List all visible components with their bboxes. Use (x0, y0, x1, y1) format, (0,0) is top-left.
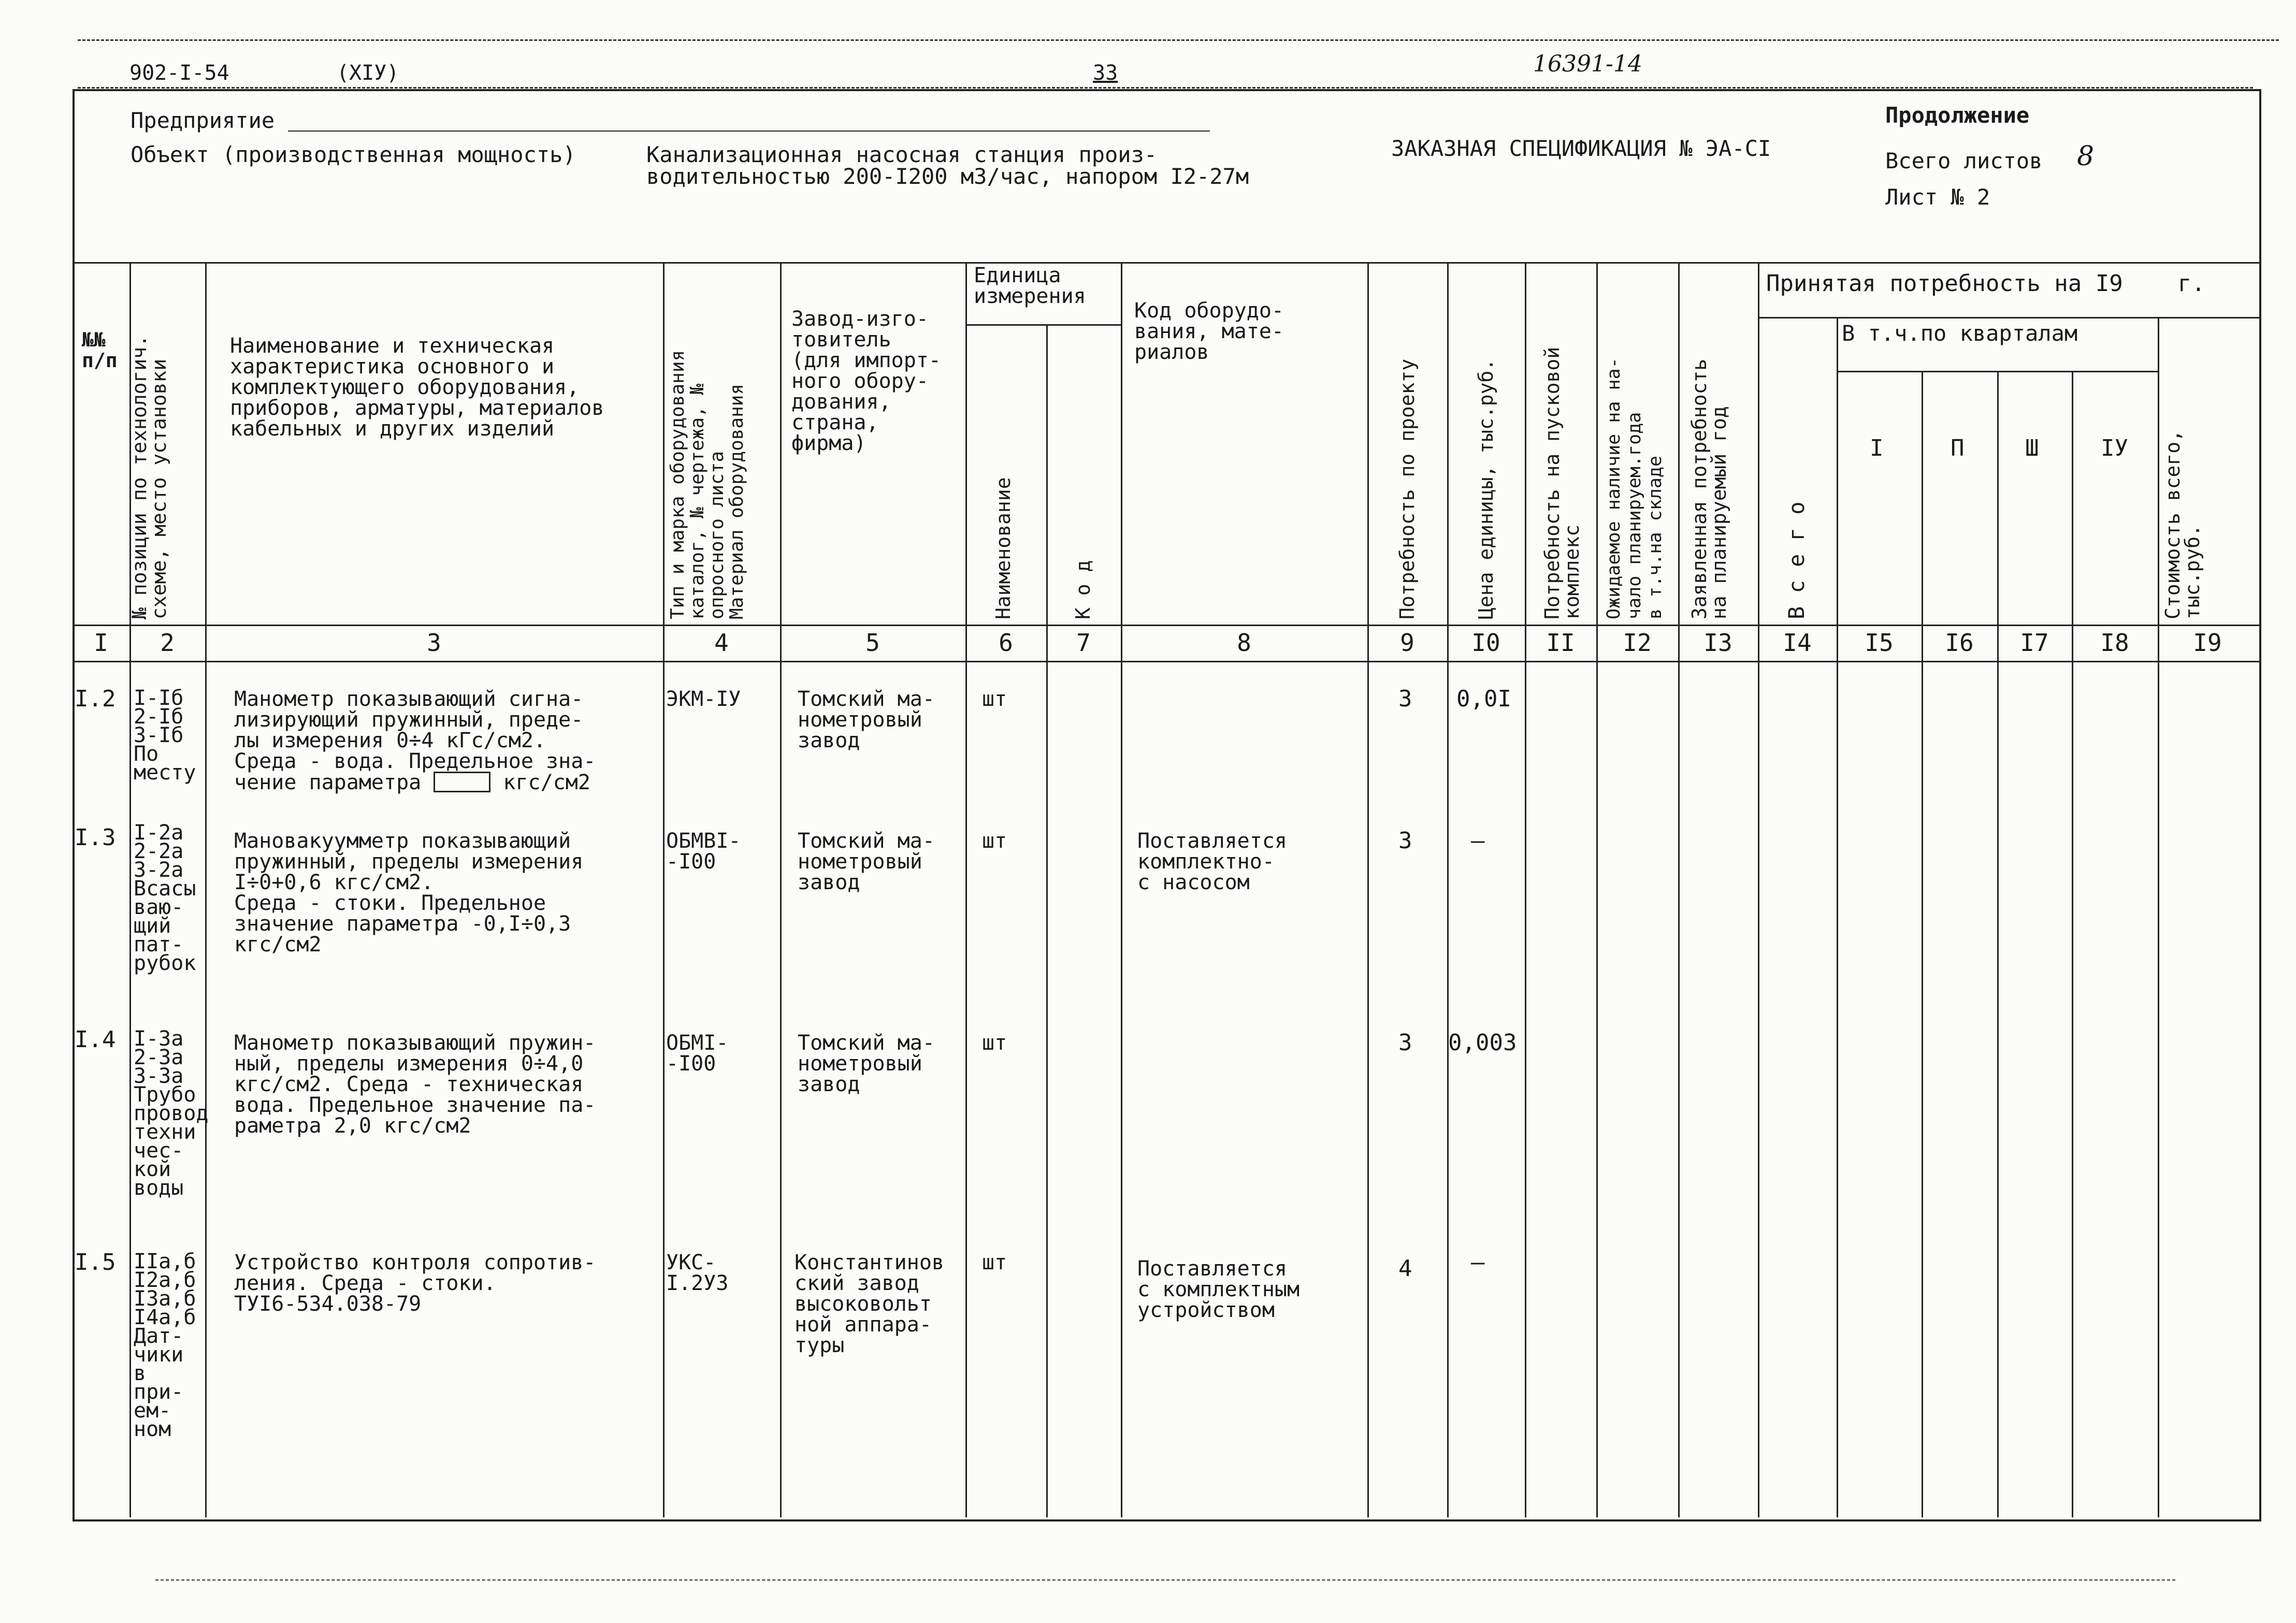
col11-header: Потребность на пусковой комплекс (1541, 346, 1583, 619)
col-number: I5 (1865, 629, 1894, 657)
row-number: I.3 (75, 824, 116, 851)
col-number: 8 (1237, 629, 1251, 657)
object-label: Объект (производственная мощность) (131, 142, 576, 167)
row-number: I.5 (75, 1249, 116, 1276)
unit-cell: шт (982, 1251, 1007, 1274)
col-divider (1121, 262, 1122, 1517)
top-underline (78, 87, 2253, 89)
unit-group-header: Единица измерения (974, 264, 1086, 308)
col19-header: Стоимость всего, тыс.руб. (2161, 429, 2204, 619)
scan-artifact-line (155, 1579, 2175, 1581)
unit-cell: шт (982, 829, 1007, 853)
col-number: 5 (865, 629, 880, 657)
col-number: I2 (1623, 629, 1652, 657)
qty-cell: 3 (1398, 686, 1412, 712)
col8-header: Код оборудо- вания, мате- риалов (1134, 299, 1284, 364)
page-number: 33 (1093, 61, 1118, 85)
col-divider (2072, 371, 2073, 1517)
code-cell: Поставляется комплектно- с насосом (1137, 829, 1287, 894)
col-number: 4 (714, 629, 729, 657)
col13-header: Заявленная потребность на планируемый год (1688, 358, 1730, 619)
col-number: 6 (999, 629, 1013, 657)
row-number: I.2 (75, 686, 116, 712)
maker-cell: Томский ма- нометровый завод (798, 829, 935, 894)
col-divider (1367, 262, 1369, 1517)
col-divider (1046, 324, 1048, 1517)
col-number: I3 (1703, 629, 1732, 657)
col12-header: Ожидаемое наличие на на- чало планируем.года в т.ч.на складе (1604, 357, 1666, 619)
unit-cell: шт (982, 687, 1007, 711)
col-divider (1758, 262, 1759, 1517)
col10-header: Цена единицы, тыс.руб. (1475, 358, 1497, 619)
accepted-group-header: Принятая потребность на I9 г. (1766, 270, 2205, 297)
quarter-4-header: IУ (2101, 435, 2128, 461)
quarters-group-header: В т.ч.по кварталам (1842, 321, 2078, 346)
col-divider (1596, 262, 1598, 1517)
accepted-group-divider (1758, 317, 2259, 318)
quarter-2-header: П (1951, 435, 1965, 461)
col-divider (2158, 317, 2159, 1517)
row-number: I.4 (75, 1026, 116, 1053)
maker-cell: Томский ма- нометровый завод (798, 687, 935, 752)
name-cell: Манометр показывающий пружин- ный, пределы измерения 0÷4,0 кгс/см2. Среда - техническая вода. Предельное значение па- раметра 2,0 кгс/см2 (234, 1031, 596, 1138)
unit-group-divider (965, 324, 1121, 326)
parameter-blank-box (434, 772, 490, 792)
spec-title: ЗАКАЗНАЯ СПЕЦИФИКАЦИЯ № ЭА-СI (1391, 136, 1771, 161)
price-cell: 0,0I (1456, 686, 1511, 712)
col2-header: № позиции по технологич. схеме, место установки (128, 335, 170, 619)
col-divider (965, 262, 967, 1517)
qty-cell: 4 (1398, 1255, 1412, 1282)
enterprise-label: Предприятие (131, 108, 275, 133)
position-cell: IIа,б I2а,б I3а,б I4а,б Дат- чики в при- ем- ном (134, 1250, 196, 1441)
album-number: (XIУ) (337, 61, 399, 85)
name-main-text: Манометр показывающий сигна- лизирующий пружинный, преде- лы измерения 0÷4 кГс/см2. Среда - вода. Предельное зна- чение параметра (234, 687, 596, 794)
sheet-number-label: Лист № 2 (1885, 184, 1990, 210)
col-divider (1525, 262, 1526, 1517)
enterprise-underline (288, 131, 1210, 132)
continuation-label: Продолжение (1885, 103, 2030, 128)
document-code: 902-I-54 (129, 61, 229, 85)
col-number: I7 (2020, 629, 2049, 657)
col7-header: К о д (1072, 560, 1094, 619)
col-number: I4 (1783, 629, 1812, 657)
object-value-line2: водительностью 200-I200 м3/час, напором I2-27м (646, 164, 1249, 189)
quarter-1-header: I (1870, 435, 1884, 461)
qty-cell: 3 (1398, 828, 1412, 854)
name-tail-text: кгс/см2 (490, 771, 590, 794)
col-number: I (94, 629, 108, 657)
type-cell: ОБМВI- -I00 (666, 829, 741, 874)
col-number: I6 (1945, 629, 1974, 657)
sheets-total-value: 8 (2077, 141, 2095, 172)
price-cell: — (1471, 1249, 1485, 1276)
col-number: I9 (2193, 629, 2222, 657)
price-cell: 0,003 (1448, 1030, 1517, 1056)
object-value-line1: Канализационная насосная станция произ- (646, 142, 1158, 167)
col5-header: Завод-изго- товитель (для импорт- ного обору- дования, страна, фирма) (791, 307, 941, 455)
price-cell: — (1471, 828, 1485, 854)
col-divider (1678, 262, 1680, 1517)
col-divider (663, 262, 665, 1517)
col-number: 7 (1076, 629, 1091, 657)
col-number: I8 (2100, 629, 2129, 657)
qty-cell: 3 (1398, 1030, 1412, 1056)
quarter-3-header: Ш (2025, 435, 2039, 461)
col-divider (205, 262, 207, 1517)
name-cell: Мановакуумметр показывающий пружинный, пределы измерения I÷0+0,6 кгс/см2. Среда - стоки. Предельное значение параметра -0,I÷0,3 кгс/см2 (234, 829, 584, 957)
top-dashed-line (78, 39, 2279, 41)
col9-header: Потребность по проекту (1396, 358, 1419, 619)
type-cell: ЭКМ-IУ (666, 687, 741, 711)
sheets-total-label: Всего листов (1885, 148, 2043, 173)
col14-header: В с е г о (1784, 501, 1809, 619)
name-cell: Устройство контроля сопротив- ления. Среда - стоки. ТУI6-534.038-79 (234, 1251, 596, 1316)
position-cell: I-2а 2-2а 3-2а Всасы ваю- щий пат- рубок (134, 821, 196, 975)
col-number: 9 (1400, 629, 1414, 657)
table-top-border (73, 262, 2259, 264)
col-number: 2 (160, 629, 175, 657)
position-cell: I-3а 2-3а 3-3а Трубо провод техни чес- кой воды (134, 1027, 209, 1200)
col3-header: Наименование и техническая характеристика основного и комплектующего оборудования, приборов, арматуры, материалов кабельных и других изделий (230, 334, 604, 441)
col-number: II (1546, 629, 1575, 657)
col-divider (1447, 262, 1449, 1517)
name-cell (234, 689, 596, 793)
col-divider (1837, 317, 1838, 1517)
type-cell: ОБМI- -I00 (666, 1031, 729, 1076)
col-divider (1997, 371, 1999, 1517)
col1-header: №№ п/п (82, 328, 118, 372)
maker-cell: Константинов ский завод высоковольт ной аппара- туры (795, 1251, 944, 1357)
header-bottom-border (73, 625, 2259, 626)
col-number: 3 (427, 629, 441, 657)
maker-cell: Томский ма- нометровый завод (798, 1031, 935, 1096)
position-cell: I-Iб 2-Iб 3-Iб По месту (134, 686, 196, 785)
col-divider (780, 262, 782, 1517)
col4-header: Тип и марка оборудования каталог, № чертежа, № опросного листа Материал оборудования (667, 350, 747, 619)
unit-cell: шт (982, 1031, 1007, 1055)
inventory-number: 16391-14 (1533, 51, 1642, 77)
col-number: I0 (1471, 629, 1500, 657)
col-divider (1922, 371, 1923, 1517)
code-cell: Поставляется с комплектным устройством (1137, 1257, 1300, 1322)
type-cell: УКС- I.2УЗ (666, 1251, 729, 1295)
colnum-bottom-border (73, 661, 2259, 662)
col6-header: Наименование (992, 477, 1015, 619)
